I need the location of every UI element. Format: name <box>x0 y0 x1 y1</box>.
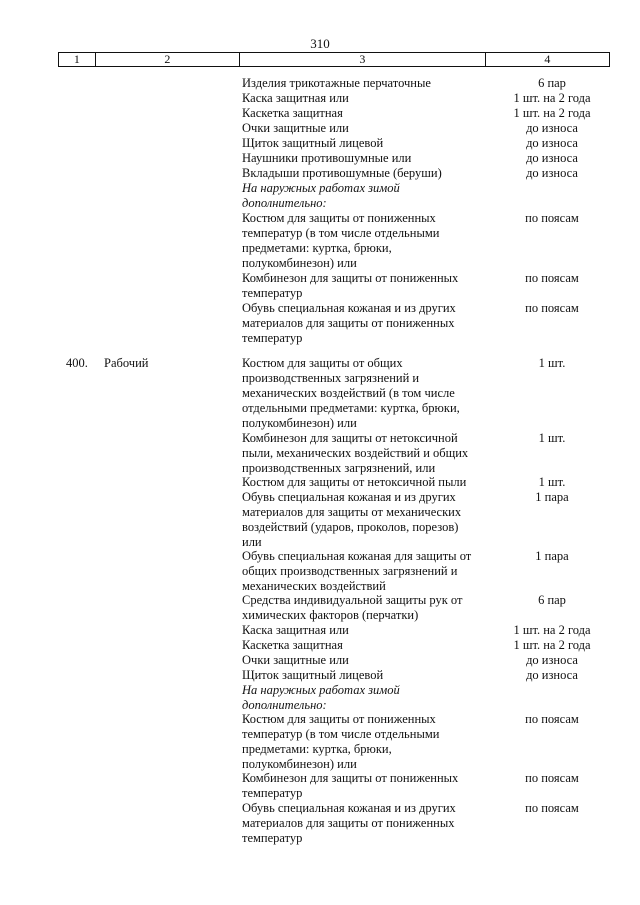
item-name: Очки защитные или <box>242 121 349 135</box>
item-norm: по поясам <box>525 301 579 315</box>
item-name: Каскетка защитная <box>242 638 343 652</box>
item-name: Костюм для защиты от общих производственных загрязнений и механических воздействий (в том числе отдельными предметами: куртка, брюки, полукомбинезон) или <box>242 356 460 430</box>
subsection-heading: На наружных работах зимой дополнительно: <box>242 683 400 712</box>
item-norm: по поясам <box>525 801 579 815</box>
item-name: Щиток защитный лицевой <box>242 136 384 150</box>
row-number: 400. <box>66 356 88 370</box>
item-norm: 1 пара <box>535 549 569 563</box>
item-norm: 6 пар <box>538 593 566 607</box>
page-number: 310 <box>310 36 330 51</box>
column-header-2: 2 <box>95 53 239 67</box>
item-norm: до износа <box>526 136 578 150</box>
column-header-4: 4 <box>485 53 609 67</box>
item-norm: 1 шт. на 2 года <box>513 638 591 652</box>
item-norm: по поясам <box>525 211 579 225</box>
item-norm: до износа <box>526 166 578 180</box>
item-norm: 1 шт. <box>538 356 566 370</box>
item-name: Костюм для защиты от пониженных температур (в том числе отдельными предметами: куртка, брюки, полукомбинезон) или <box>242 211 440 270</box>
item-name: Комбинезон для защиты от нетоксичной пыли, механических воздействий и общих производственных загрязнений, или <box>242 431 469 475</box>
item-name: Наушники противошумные или <box>242 151 412 165</box>
item-name: Обувь специальная кожаная и из других материалов для защиты от пониженных температур <box>242 301 456 345</box>
item-norm: до износа <box>526 151 578 165</box>
item-norm: по поясам <box>525 712 579 726</box>
item-norm: по поясам <box>525 271 579 285</box>
item-norm: 6 пар <box>538 76 566 90</box>
item-name: Средства индивидуальной защиты рук от химических факторов (перчатки) <box>242 593 463 622</box>
item-norm: 1 шт. на 2 года <box>513 623 591 637</box>
item-name: Щиток защитный лицевой <box>242 668 384 682</box>
item-name: Изделия трикотажные перчаточные <box>242 76 431 90</box>
job-title: Рабочий <box>104 356 149 370</box>
item-norm: до износа <box>526 121 578 135</box>
item-name: Каска защитная или <box>242 623 349 637</box>
item-norm: 1 пара <box>535 490 569 504</box>
column-header-table <box>58 52 610 67</box>
item-norm: 1 шт. на 2 года <box>513 106 591 120</box>
item-name: Костюм для защиты от пониженных температур (в том числе отдельными предметами: куртка, брюки, полукомбинезон) или <box>242 712 440 771</box>
item-norm: 1 шт. на 2 года <box>513 91 591 105</box>
item-name: Обувь специальная кожаная и из других материалов для защиты от механических воздействий (ударов, проколов, порезов) или <box>242 490 462 549</box>
item-name: Обувь специальная кожаная и из других материалов для защиты от пониженных температур <box>242 801 456 845</box>
item-name: Комбинезон для защиты от пониженных температур <box>242 271 459 300</box>
column-header-3: 3 <box>240 53 486 67</box>
column-header-1: 1 <box>59 53 96 67</box>
item-name: Костюм для защиты от нетоксичной пыли <box>242 475 467 489</box>
item-name: Комбинезон для защиты от пониженных температур <box>242 771 459 800</box>
item-name: Каска защитная или <box>242 91 349 105</box>
item-name: Каскетка защитная <box>242 106 343 120</box>
item-name: Обувь специальная кожаная для защиты от общих производственных загрязнений и механических воздействий <box>242 549 472 593</box>
item-norm: 1 шт. <box>538 431 566 445</box>
item-norm: 1 шт. <box>538 475 566 489</box>
item-norm: до износа <box>526 653 578 667</box>
item-norm: до износа <box>526 668 578 682</box>
item-name: Вкладыши противошумные (беруши) <box>242 166 442 180</box>
item-name: Очки защитные или <box>242 653 349 667</box>
subsection-heading: На наружных работах зимой дополнительно: <box>242 181 400 210</box>
item-norm: по поясам <box>525 771 579 785</box>
